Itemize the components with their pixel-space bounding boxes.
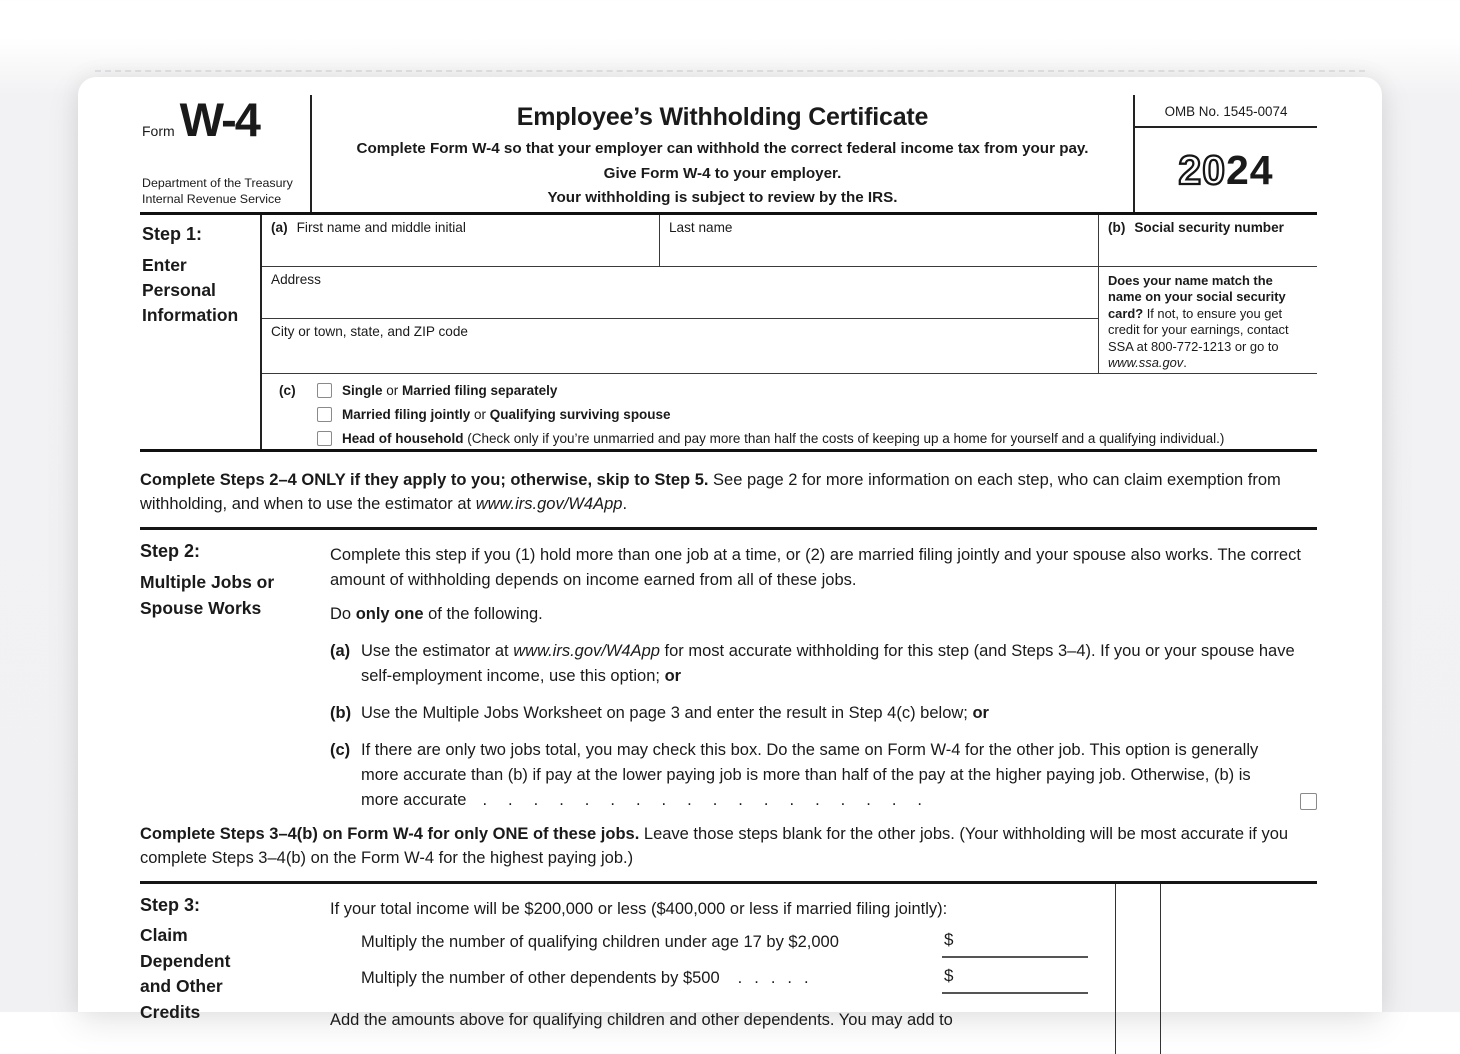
step2-item-a	[330, 639, 1317, 689]
step2-item-b-marker: (b)	[330, 704, 352, 722]
head-of-household-label: Head of household (Check only if you’re unmarried and pay more than half the costs of keeping up a home for yourself and a qualifying individual.)	[342, 430, 1225, 446]
married-jointly-checkbox[interactable]	[317, 407, 332, 422]
other-dependents-amount-input[interactable]	[942, 963, 1088, 994]
address-label: Address	[271, 271, 321, 287]
w4-form-page	[78, 77, 1382, 1029]
filing-option-married-jointly	[317, 406, 1317, 422]
step2-item-a-text: Use the estimator at www.irs.gov/W4App for most accurate withholding for this step (and Steps 3–4). If you or your spouse have self-employment income, use this option; or	[361, 642, 1295, 685]
ssa-name-match-note: Does your name match the name on your social security card? If not, to ensure you get credit for your earnings, contact SSA at 800-772-1213 or go to www.ssa.gov.	[1108, 273, 1289, 371]
steps-2-4-notice: Complete Steps 2–4 ONLY if they apply to you; otherwise, skip to Step 5. See page 2 for more information on each step, who can claim exemption from withholding, and when to use the estimator at www.irs.gov/W4App.	[140, 471, 1281, 513]
step2-item-c	[330, 738, 1317, 813]
last-name-input[interactable]	[660, 215, 1098, 266]
filing-option-head-of-household	[317, 430, 1317, 446]
form-subtitle-1: Complete Form W-4 so that your employer can withhold the correct federal income tax from your pay.	[356, 140, 1089, 157]
step2-item-b-text: Use the Multiple Jobs Worksheet on page 3 and enter the result in Step 4(c) below; or	[361, 704, 989, 722]
step2-section	[140, 530, 1317, 813]
dollar-sign: $	[944, 930, 954, 949]
ssn-label: Social security number	[1134, 220, 1284, 235]
page-top-perforation	[95, 70, 1365, 72]
head-of-household-checkbox[interactable]	[317, 431, 332, 446]
filing-status-marker: (c)	[279, 383, 296, 398]
step3-dotted-leader: .....	[737, 969, 821, 987]
form-subtitle-2: Give Form W-4 to your employer.	[603, 164, 842, 182]
year-solid-part: 24	[1226, 146, 1274, 193]
single-filing-label: Single or Married filing separately	[342, 382, 558, 398]
step3-label: Step 3:	[140, 895, 201, 915]
form-number: W-4	[179, 93, 259, 146]
first-name-input[interactable]	[262, 215, 660, 266]
omb-number: OMB No. 1545-0074	[1135, 95, 1317, 128]
single-filing-checkbox[interactable]	[317, 383, 332, 398]
step2-heading: Multiple Jobs or Spouse Works	[140, 572, 275, 618]
step2-do-only-one: Do only one of the following.	[330, 605, 543, 623]
step1-label-block	[140, 215, 260, 449]
address-input[interactable]	[262, 267, 1098, 320]
step2-dotted-leader: ..................	[482, 791, 943, 809]
filing-option-single	[317, 382, 1317, 398]
form-header	[140, 95, 1317, 215]
step2-item-c-text	[361, 738, 1317, 813]
form-title: Employee’s Withholding Certificate	[516, 103, 929, 131]
married-jointly-label: Married filing jointly or Qualifying surviving spouse	[342, 406, 671, 422]
two-jobs-checkbox[interactable]	[1300, 793, 1317, 810]
form-id-block	[140, 95, 310, 212]
steps-3-4b-notice: Complete Steps 3–4(b) on Form W-4 for only ONE of these jobs. Leave those steps blank for the other jobs. (Your withholding will be most accurate if you complete Steps 3–4(b) on the Form W-4 for the highest paying job.)	[140, 825, 1289, 867]
step1-heading: Enter Personal Information	[142, 255, 239, 325]
step3-add-amounts-line: Add the amounts above for qualifying children and other dependents. You may add to	[330, 1011, 953, 1029]
ssn-input[interactable]	[1099, 215, 1317, 267]
step2-item-b	[330, 701, 1317, 726]
step3-label-block	[140, 895, 330, 1033]
city-label: City or town, state, and ZIP code	[271, 324, 468, 340]
form-title-block	[310, 95, 1135, 212]
form-year	[1135, 128, 1317, 212]
omb-year-block	[1135, 95, 1317, 212]
step2-item-c-marker: (c)	[330, 741, 351, 759]
form-subtitle-3: Your withholding is subject to review by the IRS.	[547, 189, 898, 206]
step3-section	[140, 881, 1317, 1033]
w4-form	[140, 95, 1317, 1033]
step1-section	[140, 215, 1317, 452]
step2-item-a-marker: (a)	[330, 642, 351, 660]
first-name-label: First name and middle initial	[296, 220, 466, 235]
form-word: Form	[142, 123, 175, 139]
other-dependents-text: Multiply the number of other dependents by $500	[361, 969, 720, 987]
step2-label: Step 2:	[140, 541, 201, 561]
ssn-marker: (b)	[1108, 220, 1126, 235]
dollar-sign: $	[944, 966, 954, 985]
filing-status-row	[262, 374, 1317, 449]
qualifying-children-text: Multiply the number of qualifying children under age 17 by $2,000	[361, 933, 839, 951]
city-state-zip-input[interactable]	[262, 319, 1098, 373]
year-outline-part: 20	[1178, 146, 1226, 193]
last-name-label: Last name	[669, 220, 733, 235]
dept-treasury: Department of the Treasury	[142, 176, 293, 190]
step2-item-c-body: If there are only two jobs total, you may check this box. Do the same on Form W-4 for the other job. This option is generally more accurate than (b) if pay at the lower paying job is more than half of the pay at the higher paying job. Otherwise, (b) is more accurate	[361, 741, 1259, 809]
step2-label-block	[140, 541, 330, 813]
step1-label: Step 1:	[142, 224, 203, 244]
qualifying-children-amount-input[interactable]	[942, 927, 1088, 958]
step2-intro: Complete this step if you (1) hold more than one job at a time, or (2) are married filing jointly and your spouse also works. The correct amount of withholding depends on income earned from all of these jobs.	[330, 546, 1301, 589]
first-name-marker: (a)	[271, 220, 288, 235]
step3-heading: Claim Dependent and Other Credits	[140, 925, 231, 1022]
step3-income-line: If your total income will be $200,000 or less ($400,000 or less if married filing jointly):	[330, 900, 948, 918]
dept-irs: Internal Revenue Service	[142, 191, 282, 206]
qualifying-children-row	[330, 930, 1317, 963]
other-dependents-row	[330, 966, 1317, 999]
